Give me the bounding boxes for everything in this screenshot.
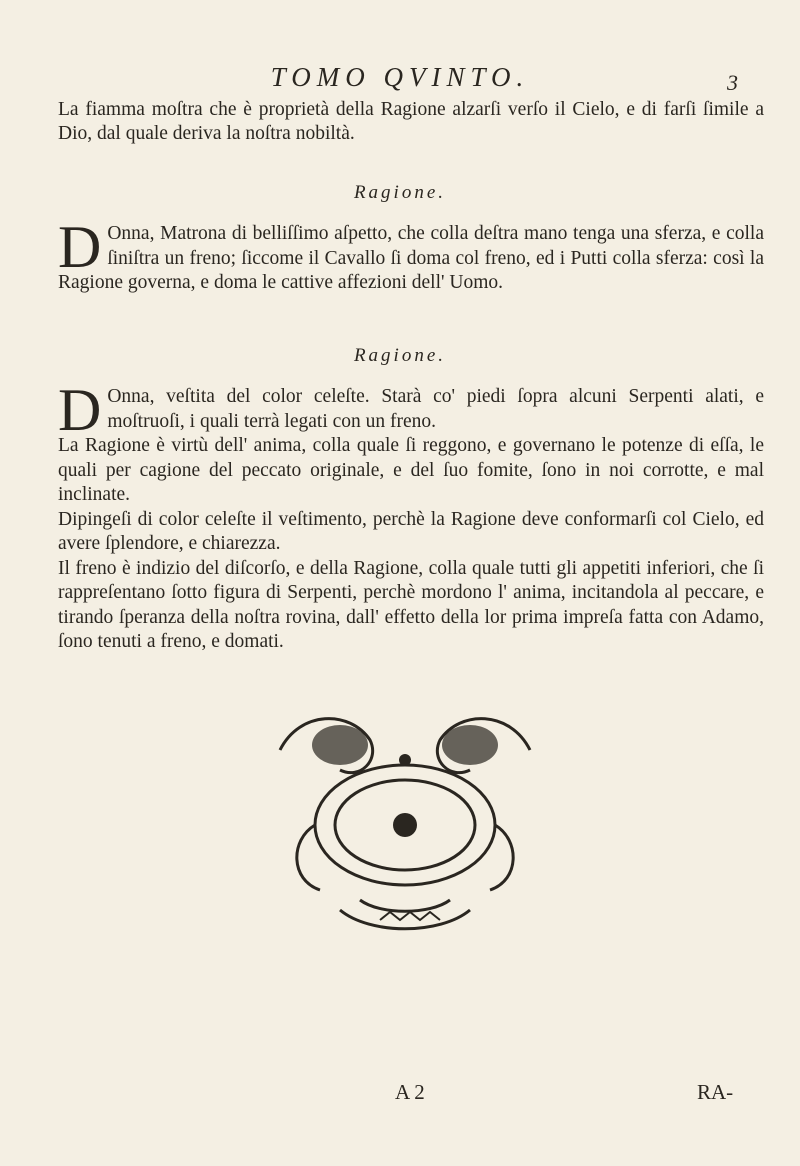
- paragraph-text: La Ragione è virtù dell' anima, colla quale ſi reggono, e governano le potenze di eſſa, le quali per cagione del peccato originale, e del ſuo fomite, ſono in noi corrotte, e mal inclinate.: [58, 435, 764, 505]
- paragraph-text: Dipingeſi di color celeſte il veſtimento, perchè la Ragione deve conformarſi col Cielo, ed avere ſplendore, e chiarezza.: [58, 508, 764, 554]
- paragraph-text: Onna, veſtita del color celeſte. Starà co' piedi ſopra alcuni Serpenti alati, e moſtruoſi, i quali terrà legati con un freno.: [107, 386, 764, 432]
- drop-cap: D: [58, 377, 102, 443]
- section-paragraph: [58, 214, 764, 296]
- intro-paragraph: La fiamma moſtra che è proprietà della Ragione alzarſi verſo il Cielo, e di farſi ſimile a Dio, dal quale deriva la noſtra nobiltà.: [58, 99, 764, 144]
- page-number: 3: [727, 70, 738, 95]
- paragraph-text: Onna, Matrona di belliſſimo aſpetto, che colla deſtra mano tenga una sferza, e colla ſiniſtra un freno; ſiccome il Cavallo ſi doma col freno, ed i Putti colla sferza: così la Ragione governa, e doma le cattive affezioni dell' Uomo.: [58, 223, 764, 293]
- paragraph-text: Il freno è indizio del diſcorſo, e della Ragione, colla quale tutti gli appetiti inferiori, che ſi rappreſentano ſotto figura di Serpenti, perchè mordono l' anima, incitandola al peccare, e tirando ſperanza della noſtra rovina, dall' effetto della lor prima impreſa fatta con Adamo, ſono tenuti a freno, e domati.: [58, 557, 764, 652]
- running-head: TOMO QVINTO.: [270, 62, 530, 92]
- catchword: RA-: [697, 1080, 734, 1104]
- ornamental-tailpiece: [260, 690, 550, 940]
- section-heading: Ragione.: [353, 182, 447, 203]
- section-heading: Ragione.: [353, 345, 447, 366]
- signature-mark: A 2: [395, 1080, 425, 1104]
- drop-cap: D: [58, 214, 102, 280]
- section-paragraph: [58, 377, 764, 655]
